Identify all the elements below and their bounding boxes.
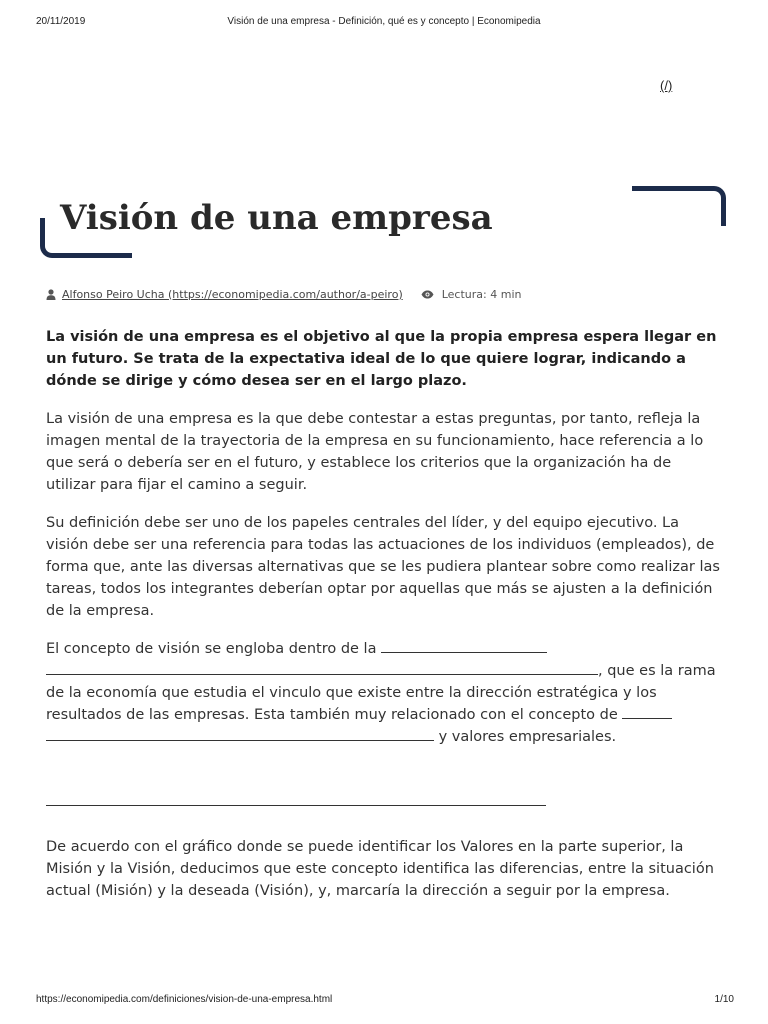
link-placeholder[interactable] <box>46 660 598 675</box>
user-icon <box>46 289 56 300</box>
link-placeholder[interactable] <box>622 704 672 719</box>
page-number: 1/10 <box>714 994 734 1005</box>
print-document-title: Visión de una empresa - Definición, qué es y concepto | Economipedia <box>227 16 541 27</box>
image-spacer <box>46 764 722 804</box>
home-link[interactable]: (/) <box>660 78 673 93</box>
paragraph: Su definición debe ser uno de los papeles centrales del líder, y del equipo ejecutivo. La visión debe ser una referencia para todas las actuaciones de los individuos (empleados), de forma que, ante las diversas alternativas que se les pudiera plantear sobre como realizar las tareas, todos los integrantes deberían optar por aquellas que más se ajusten a la definición de la empresa. <box>46 515 720 619</box>
lead-paragraph: La visión de una empresa es el objetivo al que la propia empresa espera llegar en un futuro. Se trata de la expectativa ideal de lo que quiere lograr, indicando a dónde se dirige y cómo desea ser en el largo plazo. <box>46 329 717 389</box>
paragraph-text: , que es la rama de la economía que estudia el vinculo que existe entre la dirección estratégica y los resultados de las empresas. Esta también muy relacionado con el concepto de <box>46 663 716 723</box>
decorative-corner-bottom-left <box>40 218 132 258</box>
link-placeholder[interactable] <box>46 804 546 806</box>
paragraph: De acuerdo con el gráfico donde se puede identificar los Valores en la parte superior, la Misión y la Visión, deducimos que este concepto identifica las diferencias, entre la situación actual (Misión) y la deseada (Visión), y, marcaría la dirección a seguir por la empresa. <box>46 839 714 899</box>
link-placeholder[interactable] <box>46 726 434 741</box>
print-header <box>0 16 768 30</box>
print-url: https://economipedia.com/definiciones/vision-de-una-empresa.html <box>36 994 333 1005</box>
reading-time-label: Lectura: 4 min <box>441 287 522 301</box>
page-title: Visión de una empresa <box>60 198 493 238</box>
paragraph: La visión de una empresa es la que debe contestar a estas preguntas, por tanto, refleja la imagen mental de la trayectoria de la empresa en su funcionamiento, hace referencia a lo que será o debería ser en el futuro, y establece los criterios que la organización ha de utilizar para fijar el camino a seguir. <box>46 411 704 493</box>
paragraph-text: y valores empresariales. <box>438 729 617 745</box>
paragraph-text: El concepto de visión se engloba dentro de la <box>46 641 377 657</box>
article-meta <box>46 286 521 302</box>
print-footer <box>0 994 768 1008</box>
paragraph-with-links <box>46 638 722 748</box>
print-date: 20/11/2019 <box>36 16 86 27</box>
author-link[interactable]: Alfonso Peiro Ucha (https://economipedia.com/author/a-peiro) <box>62 287 403 301</box>
article-body <box>46 326 722 918</box>
decorative-corner-top-right <box>632 186 726 226</box>
link-placeholder[interactable] <box>381 638 547 653</box>
eye-icon <box>421 290 434 299</box>
reading-time <box>421 288 522 301</box>
